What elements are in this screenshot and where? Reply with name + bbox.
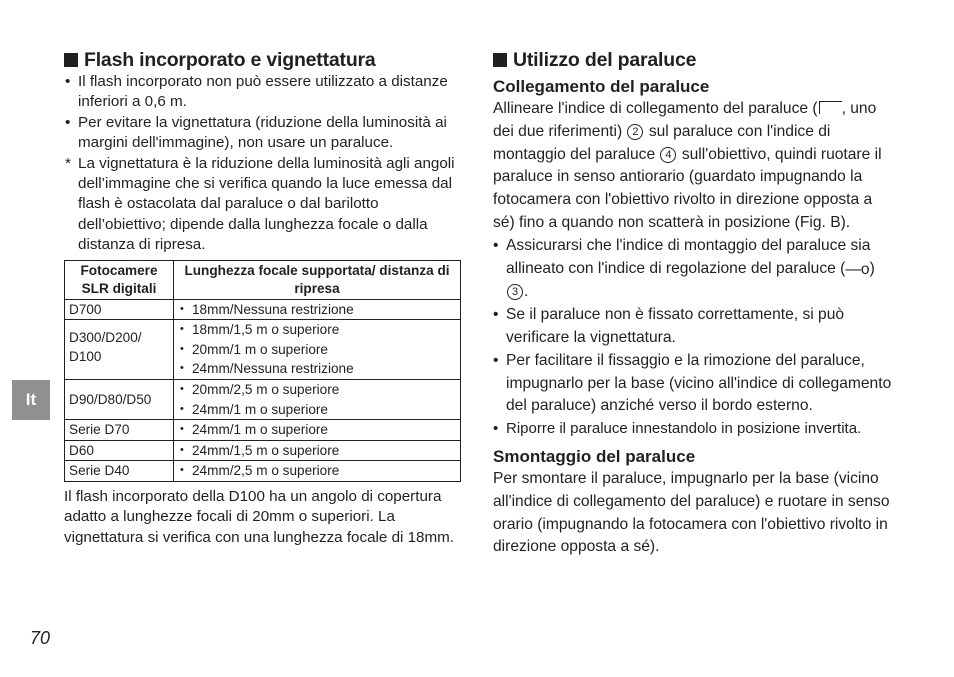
right-column [493, 48, 893, 559]
list-item: • Riporre il paraluce innestandolo in posizione invertita. [493, 418, 893, 441]
camera-cell: D700 [65, 299, 174, 320]
heading-text: Utilizzo del paraluce [513, 49, 697, 71]
focal-item: • 20mm/2,5 m o superiore [178, 380, 456, 400]
attach-paragraph [493, 98, 893, 235]
square-bullet-icon [493, 53, 507, 67]
table-row [65, 320, 461, 380]
camera-cell: D90/D80/D50 [65, 380, 174, 420]
list-item: • Se il paraluce non è fissato correttamente, si può verificare la vignettatura. [493, 304, 893, 350]
table-row [65, 440, 461, 461]
closing-paragraph: Il flash incorporato della D100 ha un angolo di copertura adatto a lunghezze focali di 20mm o superiori. La vignettatura si verifica con una lunghezza focale di 18mm. [64, 488, 455, 546]
table-row [65, 299, 461, 320]
callout-number: 3 [507, 284, 523, 300]
text-run: , uno dei due riferimenti) [493, 100, 877, 140]
camera-cell: Serie D40 [65, 461, 174, 482]
remove-paragraph: Per smontare il paraluce, impugnarlo per la base (vicino all'indice di collegamento del paraluce) e ruotare in senso orario (impugnando la fotocamera con l'obiettivo rivolto in direzione opposta a sé). [493, 469, 890, 556]
focal-cell [174, 440, 461, 461]
focal-cell [174, 420, 461, 441]
callout-number: 2 [627, 124, 643, 140]
section-heading-flash [64, 48, 462, 72]
focal-cell [174, 320, 461, 380]
vignetting-note [64, 154, 462, 256]
table-row [65, 380, 461, 420]
compatibility-table [64, 260, 461, 482]
note-marker: * [65, 154, 71, 172]
focal-item: • 24mm/Nessuna restrizione [178, 359, 456, 379]
focal-cell [174, 299, 461, 320]
focal-item: • 24mm/1,5 m o superiore [178, 441, 456, 461]
list-item [493, 235, 893, 304]
text-run: Allineare l'indice di collegamento del paraluce ( [493, 100, 818, 117]
callout-number: 4 [660, 147, 676, 163]
heading-text: Flash incorporato e vignettatura [84, 49, 376, 71]
list-item: • Per evitare la vignettatura (riduzione della luminosità ai margini dell'immagine), non usare un paraluce. [64, 113, 462, 154]
focal-cell [174, 380, 461, 420]
focal-item: • 24mm/2,5 m o superiore [178, 461, 456, 481]
focal-item: • 20mm/1 m o superiore [178, 340, 456, 360]
focal-item: • 24mm/1 m o superiore [178, 420, 456, 440]
table-row [65, 420, 461, 441]
text-run: ) [869, 259, 875, 277]
table-header-row [65, 260, 461, 299]
camera-cell: Serie D70 [65, 420, 174, 441]
list-item: • Per facilitare il fissaggio e la rimozione del paraluce, impugnarlo per la base (vicino all'indice di collegamento del paraluce) anziché verso il bordo esterno. [493, 350, 893, 418]
subheading-attach: Collegamento del paraluce [493, 77, 710, 96]
table-row [65, 461, 461, 482]
square-bullet-icon [64, 53, 78, 67]
focal-cell [174, 461, 461, 482]
language-tab: It [12, 380, 50, 420]
flash-bullet-list [64, 72, 462, 154]
camera-cell: D300/D200/ D100 [65, 320, 174, 380]
list-item: • Il flash incorporato non può essere utilizzato a distanze inferiori a 0,6 m. [64, 72, 462, 113]
section-heading-hood [493, 48, 893, 72]
left-column [64, 48, 462, 548]
focal-item: • 24mm/1 m o superiore [178, 400, 456, 420]
attachment-index-icon [819, 101, 842, 114]
table-header-focal: Lunghezza focale supportata/ distanza di ripresa [174, 260, 461, 299]
camera-cell: D60 [65, 440, 174, 461]
text-run: sul paraluce con l'indice di montaggio del paraluce [493, 122, 831, 163]
subheading-remove: Smontaggio del paraluce [493, 446, 696, 466]
text-run: sull'obiettivo, quindi ruotare il paraluce in senso antiorario (guardato impugnando la fotocamera con l'obiettivo rivolto in direzione opposta a sé) fino a quando non scatterà in posizione (Fig. B). [493, 145, 882, 231]
focal-item: • 18mm/1,5 m o superiore [178, 320, 456, 340]
note-text: La vignettatura è la riduzione della luminosità agli angoli dell’immagine che si verifica quando la luce emessa dal flash è ostacolata dal paraluce o dal barilotto dell’obiettivo; dipende dalla lunghezza focale o dalla distanza di ripresa. [78, 154, 455, 254]
text-run: Assicurarsi che l'indice di montaggio del paraluce sia allineato con l'indice di regolazione del paraluce ( [506, 236, 871, 277]
text-run: . [524, 283, 529, 301]
table-header-camera: Fotocamere SLR digitali [65, 260, 174, 299]
attach-bullet-list [493, 235, 893, 441]
focal-item: • 18mm/Nessuna restrizione [178, 300, 456, 320]
page-number: 70 [30, 628, 51, 648]
adjustment-index-icon: —o [845, 260, 870, 278]
